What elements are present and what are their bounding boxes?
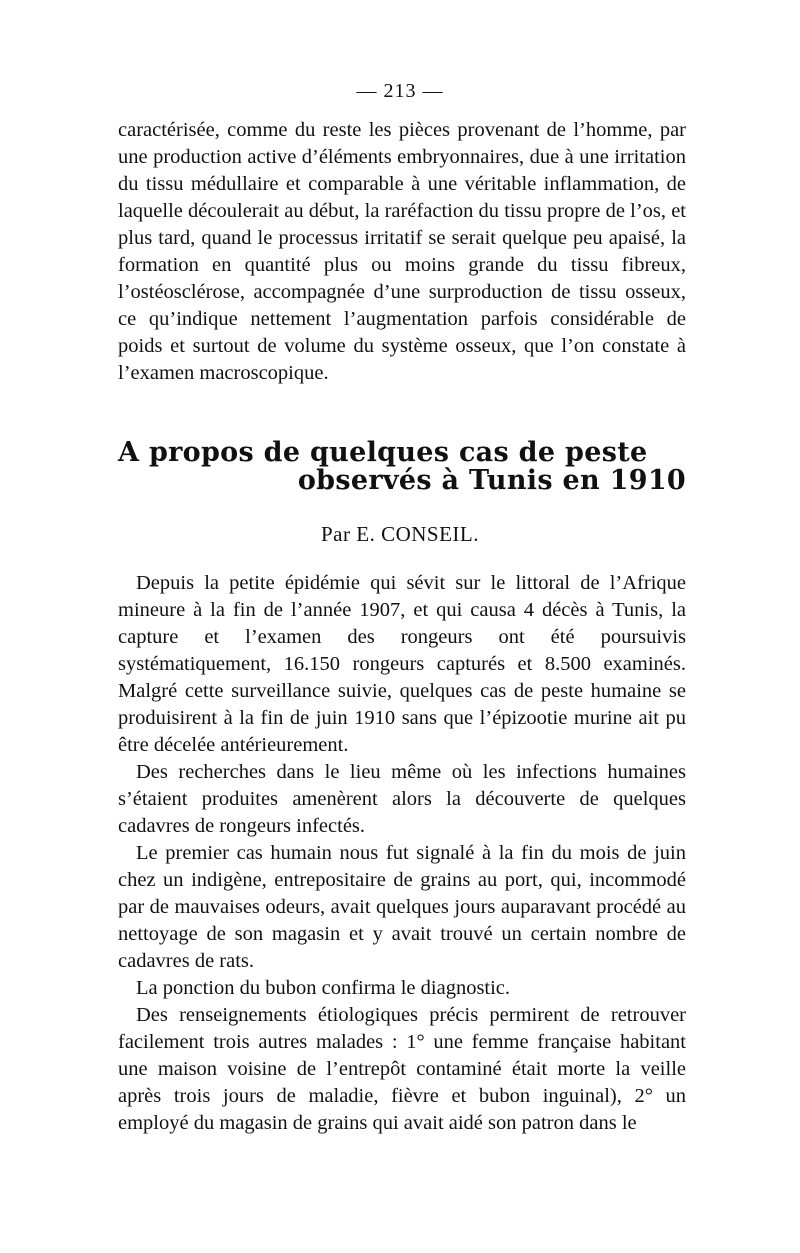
article-title-line-2: observés à Tunis en 1910 bbox=[297, 465, 686, 496]
body-paragraph: Des renseignements étiologiques précis permirent de retrouver facilement trois autres malades : 1° une femme française habitant une maison voisine de l’entrepôt contaminé était morte la veille après trois jours de maladie, fièvre et bubon inguinal), 2° un employé du magasin de grains qui avait aidé son patron dans le bbox=[118, 1004, 686, 1134]
body-paragraph: Depuis la petite épidémie qui sévit sur le littoral de l’Afrique mineure à la fin de l’année 1907, et qui causa 4 décès à Tunis, la capture et l’examen des rongeurs ont été poursuivis systématiquement, 16.150 rongeurs capturés et 8.500 examinés. Malgré cette surveillance suivie, quelques cas de peste humaine se produisirent à la fin de juin 1910 sans que l’épizootie murine ait pu être décelée antérieurement. bbox=[118, 572, 686, 756]
page-number: — 213 — bbox=[356, 80, 444, 102]
body-paragraph: Des recherches dans le lieu même où les infections humaines s’étaient produites amenèrent alors la découverte de quelques cadavres de rongeurs infectés. bbox=[118, 761, 686, 837]
body-paragraph: Le premier cas humain nous fut signalé à la fin du mois de juin chez un indigène, entrepositaire de grains au port, qui, incommodé par de mauvaises odeurs, avait quelques jours auparavant procédé au nettoyage de son magasin et y avait trouvé un certain nombre de cadavres de rats. bbox=[118, 842, 686, 972]
body-paragraph: La ponction du bubon confirma le diagnostic. bbox=[136, 977, 511, 999]
intro-paragraph: caractérisée, comme du reste les pièces provenant de l’homme, par une production active d’éléments embryonnaires, due à une irritation du tissu médullaire et comparable à une véritable inflammation, de laquelle découlerait au début, la raréfaction du tissu propre de l’os, et plus tard, quand le processus irritatif se serait quelque peu apaisé, la formation en quantité plus ou moins grande du tissu fibreux, l’ostéosclérose, accompagnée d’une surproduction de tissu osseux, ce qu’indique nettement l’augmentation parfois considérable de poids et surtout de volume du système osseux, que l’on constate à l’examen macroscopique. bbox=[118, 119, 686, 384]
article-body bbox=[118, 570, 686, 1137]
article-byline: Par E. CONSEIL. bbox=[321, 522, 479, 546]
intro-text-block bbox=[118, 117, 686, 387]
article-title-line-1: A propos de quelques cas de peste bbox=[118, 437, 648, 468]
